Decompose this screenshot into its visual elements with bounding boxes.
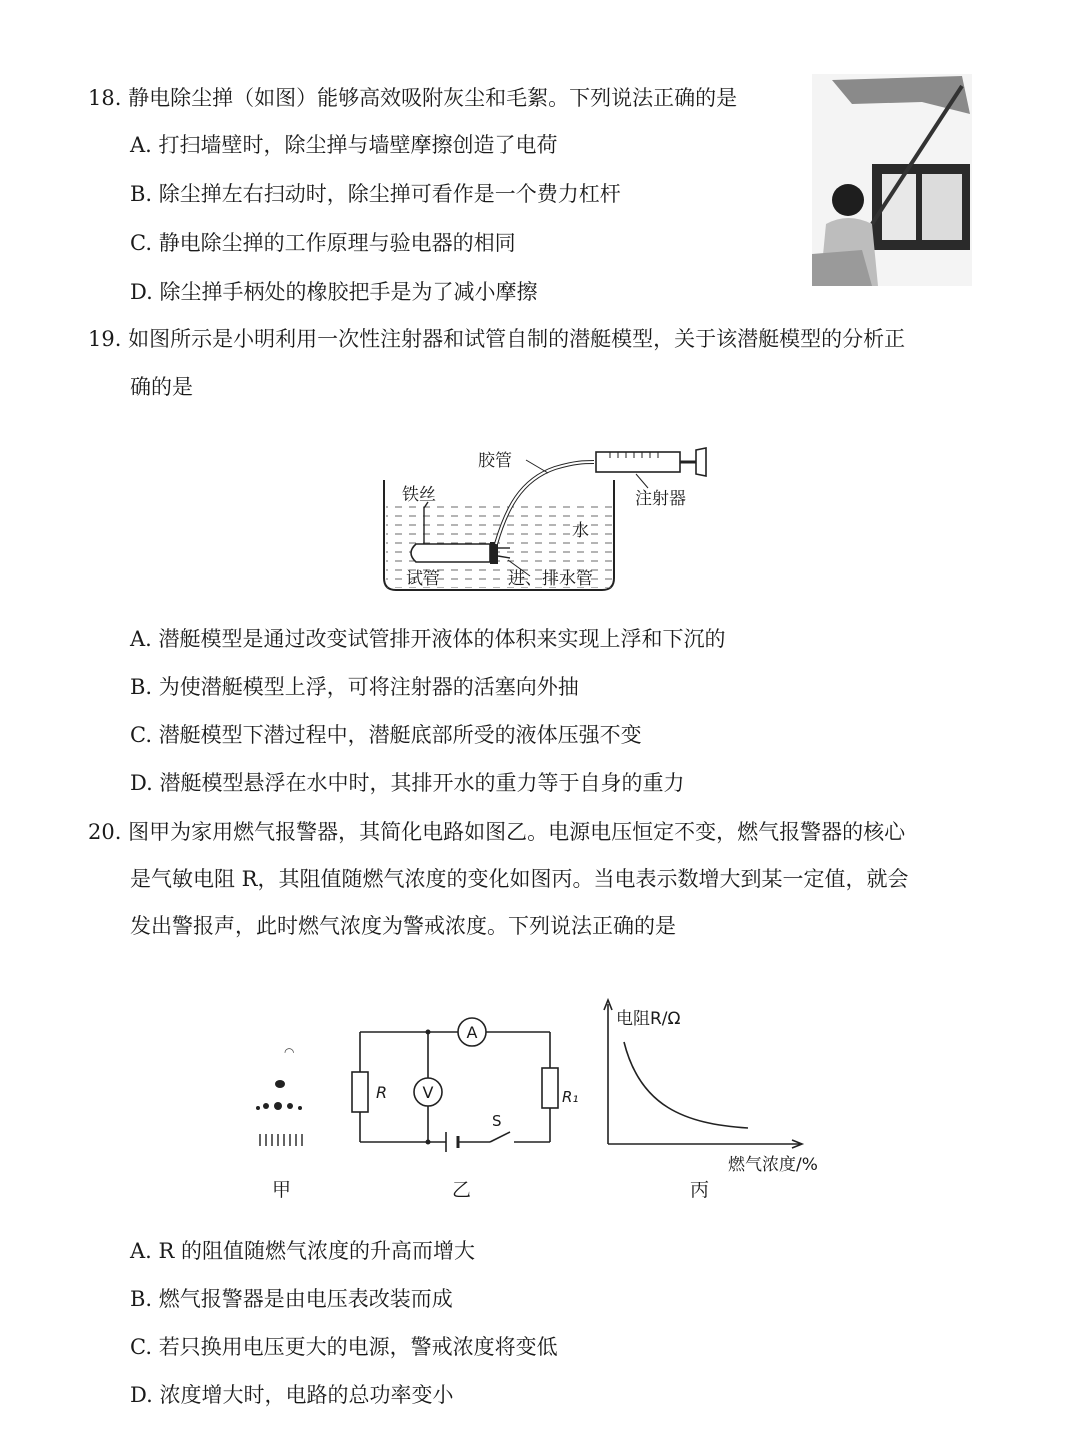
device-mark: ◠	[284, 1045, 295, 1059]
option-label: C.	[130, 723, 152, 747]
option-text: 燃气报警器是由电压表改装而成	[158, 1287, 453, 1311]
q18-option-b[interactable]	[130, 179, 621, 209]
option-text: 静电除尘掸的工作原理与验电器的相同	[158, 231, 516, 255]
label-rubber-tube: 胶管	[478, 451, 512, 471]
option-label: C.	[130, 1335, 152, 1359]
syringe-barrel	[596, 452, 680, 472]
q20-stem-line1	[88, 817, 905, 847]
q19-stem-text-2: 确的是	[130, 375, 193, 399]
label-pipe: 进、排水管	[508, 569, 593, 589]
q20-option-d[interactable]	[130, 1380, 453, 1410]
option-text: 潜艇模型悬浮在水中时，其排开水的重力等于自身的重力	[159, 771, 685, 795]
resistor-r	[352, 1072, 368, 1112]
option-label: B.	[130, 675, 153, 699]
resistor-r1	[542, 1068, 558, 1108]
q18-option-c[interactable]	[130, 228, 516, 258]
q20-stem-text-3: 发出警报声，此时燃气浓度为警戒浓度。下列说法正确的是	[130, 914, 676, 938]
stopper-shape	[490, 542, 498, 564]
caption-jia: 甲	[272, 1179, 292, 1201]
resistance-graph	[594, 996, 848, 1175]
resistance-curve	[624, 1042, 748, 1128]
caption-yi: 乙	[452, 1179, 472, 1201]
gas-alarm-device	[244, 1036, 314, 1156]
q19-stem-line2	[130, 372, 193, 402]
q20-option-a[interactable]	[130, 1236, 475, 1266]
resistor-r-label: R	[376, 1083, 388, 1102]
device-dots	[256, 1102, 302, 1110]
q19-stem-line1	[88, 324, 905, 354]
option-text: 潜艇模型是通过改变试管排开液体的体积来实现上浮和下沉的	[158, 627, 726, 651]
q20-stem-line2	[130, 864, 908, 894]
option-text: 为使潜艇模型上浮，可将注射器的活塞向外抽	[158, 675, 579, 699]
q18-number: 18.	[88, 86, 122, 110]
option-text: 打扫墙壁时，除尘掸与墙壁摩擦创造了电荷	[158, 133, 558, 157]
q18-stem	[88, 83, 737, 113]
option-text: 除尘掸手柄处的橡胶把手是为了减小摩擦	[159, 280, 538, 304]
circuit-wires	[360, 1032, 550, 1142]
option-label: D.	[130, 771, 153, 795]
test-tube-shape	[411, 544, 490, 562]
option-text: 除尘掸左右扫动时，除尘掸可看作是一个费力杠杆	[158, 182, 621, 206]
option-label: A.	[130, 133, 152, 157]
voltmeter-label: V	[422, 1083, 434, 1102]
q18-option-d[interactable]	[130, 277, 537, 307]
option-text: 若只换用电压更大的电源，警戒浓度将变低	[158, 1335, 558, 1359]
q20-stem-text: 图甲为家用燃气报警器，其简化电路如图乙。电源电压恒定不变，燃气报警器的核心	[128, 820, 906, 844]
option-label: A.	[130, 1239, 152, 1263]
option-label: B.	[130, 182, 153, 206]
q20-option-b[interactable]	[130, 1284, 453, 1314]
device-sensor	[275, 1080, 285, 1088]
option-text: R 的阻值随燃气浓度的升高而增大	[158, 1239, 476, 1263]
q19-option-c[interactable]	[130, 720, 642, 750]
label-water: 水	[572, 521, 589, 541]
q20-option-c[interactable]	[130, 1332, 558, 1362]
option-label: B.	[130, 1287, 153, 1311]
q18-stem-text: 静电除尘掸（如图）能够高效吸附灰尘和毛絮。下列说法正确的是	[128, 86, 738, 110]
ammeter-label: A	[466, 1023, 478, 1042]
q19-option-b[interactable]	[130, 672, 579, 702]
q19-stem-text: 如图所示是小明利用一次性注射器和试管自制的潜艇模型，关于该潜艇模型的分析正	[128, 327, 906, 351]
option-text: 潜艇模型下潜过程中，潜艇底部所受的液体压强不变	[158, 723, 642, 747]
option-text: 浓度增大时，电路的总功率变小	[159, 1383, 454, 1407]
label-test-tube: 试管	[406, 569, 440, 589]
submarine-figure	[380, 440, 730, 600]
device-grille	[260, 1134, 302, 1146]
q19-option-a[interactable]	[130, 624, 726, 654]
syringe-plunger	[696, 448, 706, 476]
q20-number: 20.	[88, 820, 122, 844]
circuit-diagram	[350, 1010, 579, 1150]
switch-label: S	[492, 1112, 502, 1130]
duster-photo	[812, 74, 972, 286]
graph-x-label: 燃气浓度/%	[728, 1155, 818, 1175]
q20-stem-line3	[130, 911, 676, 941]
q18-option-a[interactable]	[130, 130, 558, 160]
option-label: A.	[130, 627, 152, 651]
q19-number: 19.	[88, 327, 122, 351]
label-iron-wire: 铁丝	[402, 485, 436, 505]
option-label: D.	[130, 280, 153, 304]
person-head	[832, 184, 864, 216]
q19-option-d[interactable]	[130, 768, 684, 798]
option-label: C.	[130, 231, 152, 255]
caption-bing: 丙	[690, 1179, 710, 1201]
graph-y-label: 电阻R/Ω	[616, 1009, 681, 1029]
q20-stem-text-2: 是气敏电阻 R，其阻值随燃气浓度的变化如图丙。当电表示数增大到某一定值，就会	[130, 867, 909, 891]
resistor-r1-label: R₁	[562, 1088, 579, 1106]
label-syringe: 注射器	[635, 489, 686, 509]
option-label: D.	[130, 1383, 153, 1407]
